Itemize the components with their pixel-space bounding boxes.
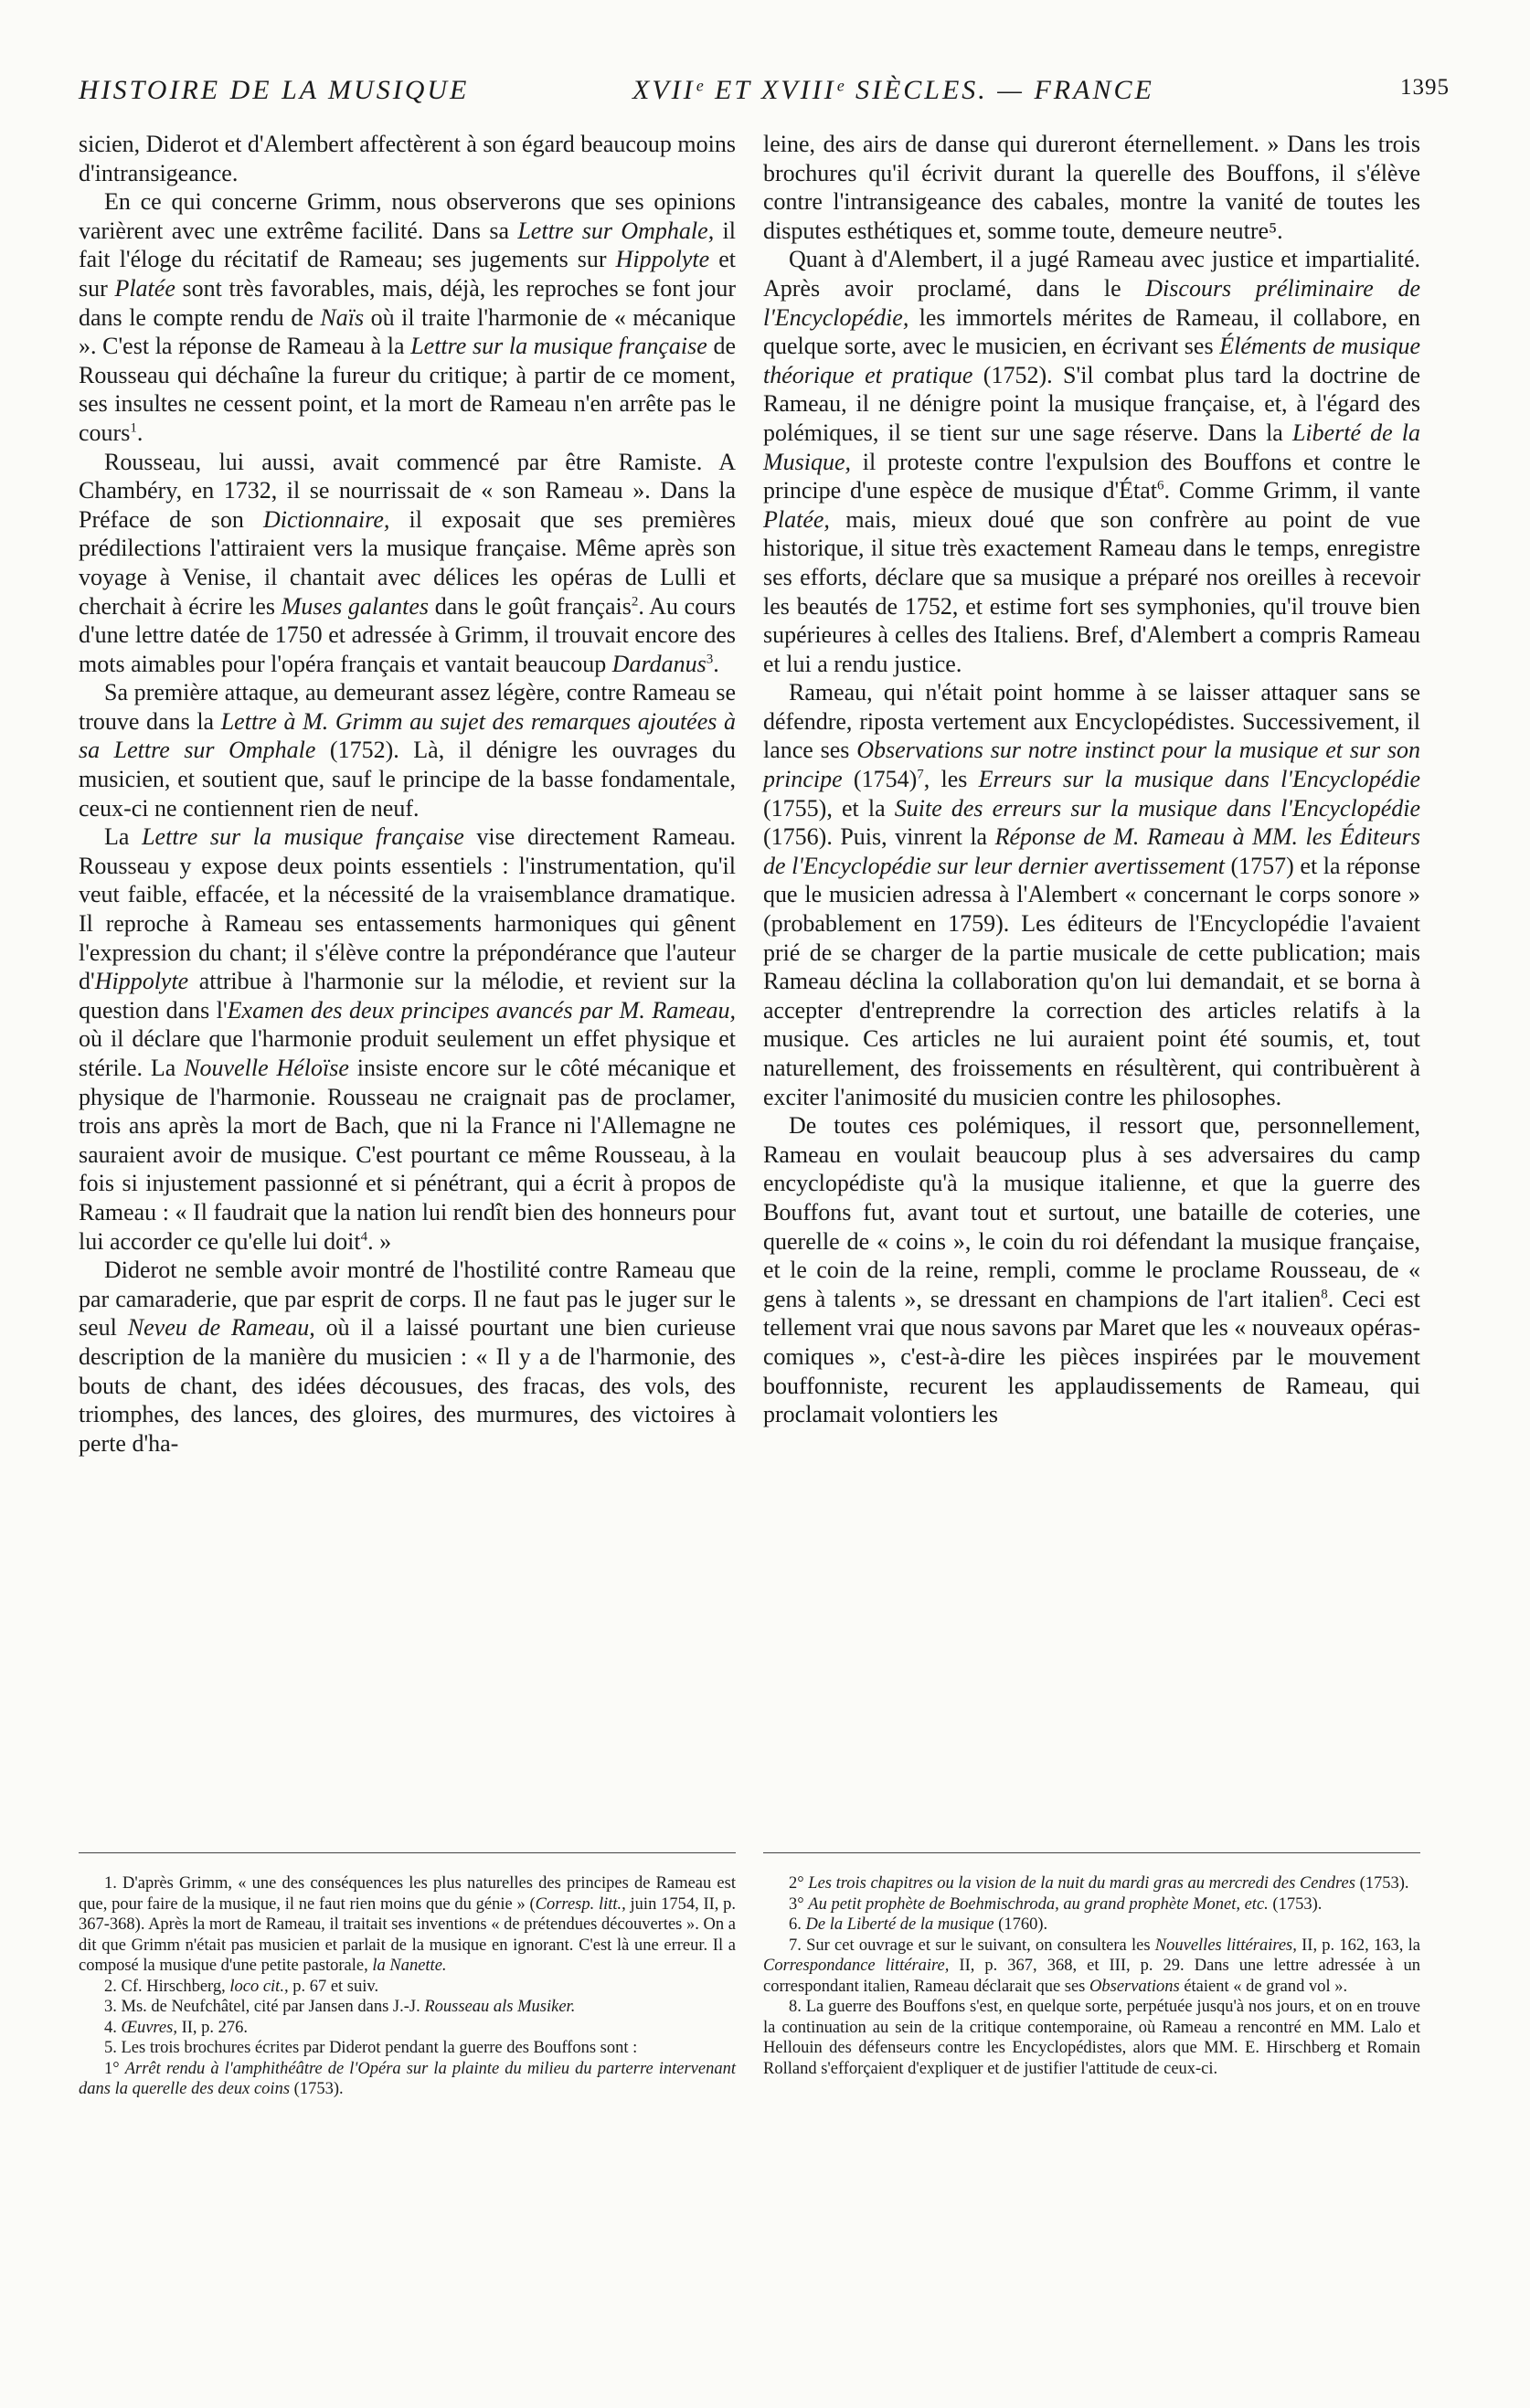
right-column [763, 130, 1420, 1429]
paragraph: Rameau, qui n'était point homme à se laisser attaquer sans se défendre, riposta vertement aux Encyclopédistes. Successivement, il lance ses Observations sur notre instinct pour la musique et sur son principe $(1754)^7$, les Erreurs sur la musique dans l'Encyclopédie (1755), et la Suite des erreurs sur la musique dans l'Encyclopédie (1756). Puis, vinrent la Réponse de M. Rameau à MM. les Éditeurs de l'Encyclopédie sur leur dernier avertissement (1757) et la réponse que le musicien adressa à l'Alembert « concernant le corps sonore » (probablement en 1759). Les éditeurs de l'Encyclopédie l'avaient prié de se charger de la partie musicale de cette publication; mais Rameau déclina la collaboration qu'on lui demandait, et se borna à accepter d'entreprendre la correction des articles relatifs à la musique. Ces articles ne lui auraient point été soumis, et, tout naturellement, des froissements en résultèrent, qui contribuèrent à exciter l'animosité du musicien contre les philosophes. [763, 679, 1421, 1110]
header-center-title: XVIIᵉ ET XVIIIᵉ SIÈCLES. — FRANCE [632, 75, 1154, 105]
running-header [79, 75, 1450, 113]
footnote: 6. De la Liberté de la musique (1760). [789, 1915, 1048, 1934]
paragraph: sicien, Diderot et d'Alembert affectèrent à son égard beaucoup moins d'intransigeance. [79, 131, 736, 186]
footnote: 2° Les trois chapitres ou la vision de la nuit du mardi gras au mercredi des Cendres (1753). [789, 1874, 1409, 1893]
footnote: 1° Arrêt rendu à l'amphithéâtre de l'Opéra sur la plainte du milieu du parterre intervenant dans la querelle des deux coins (1753). [79, 2059, 736, 2098]
footnote: 2. Cf. Hirschberg, loco cit., p. 67 et suiv. [104, 1977, 379, 1996]
paragraph: Rousseau, lui aussi, avait commencé par être Ramiste. A Chambéry, en 1732, il se nourrissait de « son Rameau ». Dans la Préface de son Dictionnaire, il exposait que ses premières prédilections l'attiraient vers la musique française. Même après son voyage à Venise, il chantait avec délices les opéras de Lulli et cherchait à écrire les Muses galantes dans le goût français$^2$. Au cours d'une lettre datée de 1750 et adressée à Grimm, il trouvait encore des mots aimables pour l'opéra français et vantait beaucoup Dardanus$^3$. [79, 448, 736, 677]
paragraph: De toutes ces polémiques, il ressort que, personnellement, Rameau en voulait beaucoup plus à ses adversaires du camp encyclopédiste qu'à la musique italienne, et que la guerre des Bouffons fut, avant tout et surtout, une bataille de coteries, une querelle de « coins », le coin du roi défendant la musique française, et le coin de la reine, rempli, comme le proclame Rousseau, de « gens à talents », se dressant en champions de l'art italien$^8$. Ceci est tellement vrai que nous savons par Maret que les « nouveaux opéras-comiques », c'est-à-dire les pièces inspirées par le mouvement bouffonniste, recurent les applaudissements de Rameau, qui proclamait volontiers les [763, 1112, 1420, 1428]
header-left-title: HISTOIRE DE LA MUSIQUE [79, 75, 470, 105]
paragraph: leine, des airs de danse qui dureront éternellement. » Dans les trois brochures qu'il écrivit durant la querelle des Bouffons, il s'élève contre l'intransigeance des cabales, montre la vanité de toutes les disputes esthétiques et, somme toute, demeure neutre⁵. [763, 131, 1420, 244]
footnote-divider [763, 1852, 1420, 1853]
paragraph: La Lettre sur la musique française vise directement Rameau. Rousseau y expose deux points essentiels : l'instrumentation, qu'il veut faible, effacée, et la nécessité de la vraisemblance dramatique. Il reproche à Rameau ses entassements harmoniques qui gênent l'expression du chant; il s'élève contre la prépondérance que l'auteur d'Hippolyte attribue à l'harmonie sur la mélodie, et revient sur la question dans l'Examen des deux principes avancés par M. Rameau, où il déclare que l'harmonie produit seulement un effet physique et stérile. La Nouvelle Héloïse insiste encore sur le côté mécanique et physique de l'harmonie. Rousseau ne craignait pas de proclamer, trois ans après la mort de Bach, que ni la France ni l'Allemagne ne sauraient avoir de musique. C'est pourtant ce même Rousseau, à la fois si injustement passionné et si pénétrant, qui a écrit à propos de Rameau : « Il faudrait que la nation lui rendît bien des honneurs pour lui accorder ce qu'elle lui doit$^4$. » [79, 823, 737, 1255]
footnote: 3. Ms. de Neufchâtel, cité par Jansen dans J.-J. Rousseau als Musiker. [104, 1998, 576, 2016]
paragraph: Diderot ne semble avoir montré de l'hostilité contre Rameau que par camaraderie, que par esprit de corps. Il ne faut pas le juger sur le seul Neveu de Rameau, où il a laissé pourtant une bien curieuse description de la manière du musicien : « Il y a de l'harmonie, des bouts de chant, des idées décousues, des fracas, des vols, des triomphes, des lances, des gloires, des murmures, des victoires à perte d'ha- [79, 1257, 737, 1457]
footnote-ref: 7 [917, 767, 924, 782]
footnote-ref: 6 [1157, 478, 1164, 493]
footnote-ref: 2 [631, 593, 639, 609]
footnote: 1. D'après Grimm, « une des conséquences les plus naturelles des principes de Rameau est que, pour faire de la musique, il ne faut rien moins que du génie » (Corresp. litt., juin 1754, II, p. 367-368). Après la mort de Rameau, il traitait ses inventions « de prétendues découvertes ». On a dit que Grimm n'était pas musicien et parlait de la musique en ignorant. C'est là une erreur. Il a composé la musique d'une petite pastorale, la Nanette. [79, 1874, 737, 1975]
footnote: 3° Au petit prophète de Boehmischroda, au grand prophète Monet, etc. (1753). [789, 1894, 1323, 1914]
footnote-ref: 8 [1321, 1287, 1328, 1302]
footnote: 7. Sur cet ouvrage et sur le suivant, on consultera les Nouvelles littéraires, II, p. 162, 163, la Correspondance littéraire, II, p. 367, 368, et III, p. 29. Dans une lettre adressée à un correspondant italien, Rameau déclarait que ses Observations étaient « de grand vol ». [763, 1936, 1420, 1996]
footnote: 5. Les trois brochures écrites par Diderot pendant la guerre des Bouffons sont : [104, 2039, 638, 2057]
footnotes-right [763, 1873, 1420, 2079]
paragraph: Sa première attaque, au demeurant assez légère, contre Rameau se trouve dans la Lettre à M. Grimm au sujet des remarques ajoutées à sa Lettre sur Omphale (1752). Là, il dénigre les ouvrages du musicien, et soutient que, sauf le principe de la basse fondamentale, ceux-ci ne contiennent rien de neuf. [79, 679, 736, 822]
page-number: 1395 [1400, 75, 1450, 100]
footnotes-left [79, 1873, 736, 2100]
footnote-ref: 1 [130, 420, 137, 436]
footnote: 8. La guerre des Bouffons s'est, en quelque sorte, perpétuée jusqu'à nos jours, et on en trouve la continuation au sein de la critique contemporaine, où Rameau a rencontré en MM. Lalo et Hellouin des défenseurs contre les Encyclopédistes, alors que MM. E. Hirschberg et Romain Rolland s'efforçaient d'expliquer et de justifier l'attitude de ceux-ci. [763, 1998, 1420, 2078]
footnote-ref: 4 [360, 1228, 368, 1244]
paragraph: Quant à d'Alembert, il a jugé Rameau avec justice et impartialité. Après avoir proclamé, dans le Discours préliminaire de l'Encyclopédie, les immortels mérites de Rameau, il collabore, en quelque sorte, avec le musicien, en écrivant ses Éléments de musique théorique et pratique (1752). S'il combat plus tard la doctrine de Rameau, il ne dénigre point la musique française, et, à l'égard des polémiques, il se tient sur une sage réserve. Dans la Liberté de la Musique, il proteste contre l'expulsion des Bouffons et contre le principe d'une espèce de musique d'État$^6$. Comme Grimm, il vante Platée, mais, mieux doué que son confrère au point de vue historique, il situe très exactement Rameau dans le temps, enregistre ses efforts, déclare que sa musique a préparé nos oreilles à recevoir les beautés de 1752, et estime fort ses symphonies, qu'il trouve bien supérieures à celles des Italiens. Bref, d'Alembert a compris Rameau et lui a rendu justice. [763, 246, 1421, 677]
footnote-divider [79, 1852, 736, 1853]
paragraph: En ce qui concerne Grimm, nous observerons que ses opinions varièrent avec une extrême facilité. Dans sa Lettre sur Omphale, il fait l'éloge du récitatif de Rameau; ses jugements sur Hippolyte et sur Platée sont très favorables, mais, déjà, les reproches se font jour dans le compte rendu de Naïs où il traite l'harmonie de « mécanique ». C'est la réponse de Rameau à la Lettre sur la musique française de Rousseau qui déchaîne la fureur du critique; à partir de ce moment, ses insultes ne cessent point, et la mort de Rameau n'en arrête pas le cours$^1$. [79, 188, 736, 446]
footnote: 4. Œuvres, II, p. 276. [104, 2018, 249, 2037]
footnote-ref: 3 [706, 652, 714, 667]
left-column [79, 130, 736, 1458]
